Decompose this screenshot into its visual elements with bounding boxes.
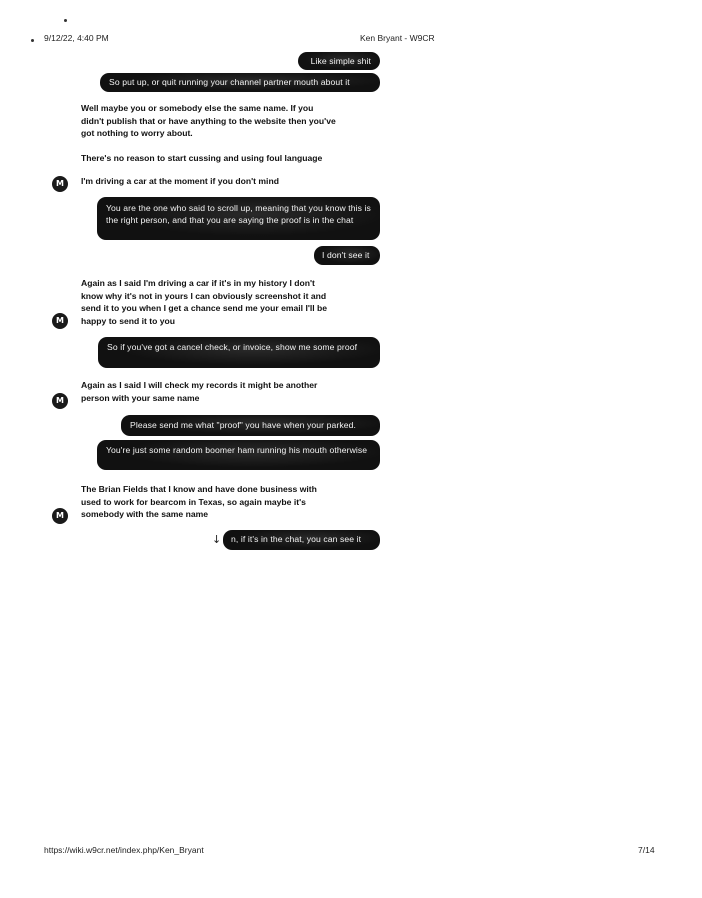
sent-message-bubble: You're just some random boomer ham running his mouth otherwise [97,440,380,470]
sent-message-bubble: Please send me what "proof" you have when your parked. [121,415,380,436]
received-message: There's no reason to start cussing and using foul language [81,153,323,163]
print-page-number: 7/14 [638,845,655,855]
motorola-logo-avatar-icon: M [52,508,68,524]
scan-speck [64,19,67,22]
motorola-logo-avatar-icon: M [52,313,68,329]
sent-message-bubble: So if you've got a cancel check, or invoice, show me some proof [98,337,380,368]
print-page-title: Ken Bryant - W9CR [360,33,435,43]
received-message: I'm driving a car at the moment if you don't mind [81,176,279,186]
received-message: Again as I said I'm driving a car if it's in my history I don't know why it's not in yours I can obviously screenshot it and send it to you when I get a chance send me your email I'll be happy to send it to you [81,278,328,326]
scan-speck [31,39,34,42]
received-message: Again as I said I will check my records it might be another person with your same name [81,380,318,403]
sent-message-bubble: I don't see it [314,246,380,265]
motorola-logo-avatar-icon: M [52,176,68,192]
sent-message-bubble: You are the one who said to scroll up, meaning that you know this is the right person, and that you are saying the proof is in the chat [97,197,380,240]
received-message: The Brian Fields that I know and have done business with used to work for bearcom in Texas, so again maybe it's somebody with the same name [81,484,317,519]
received-message: Well maybe you or somebody else the same name. If you didn't publish that or have anything to the website then you've got nothing to worry about. [81,103,336,138]
print-url: https://wiki.w9cr.net/index.php/Ken_Bryant [44,845,204,855]
sent-message-bubble: n, if it's in the chat, you can see it [223,530,380,550]
print-timestamp: 9/12/22, 4:40 PM [44,33,109,43]
motorola-logo-avatar-icon: M [52,393,68,409]
sent-message-bubble: Like simple shit [298,52,380,70]
scroll-down-arrow-icon[interactable]: ↓ [212,533,222,546]
sent-message-bubble: So put up, or quit running your channel partner mouth about it [100,73,380,92]
